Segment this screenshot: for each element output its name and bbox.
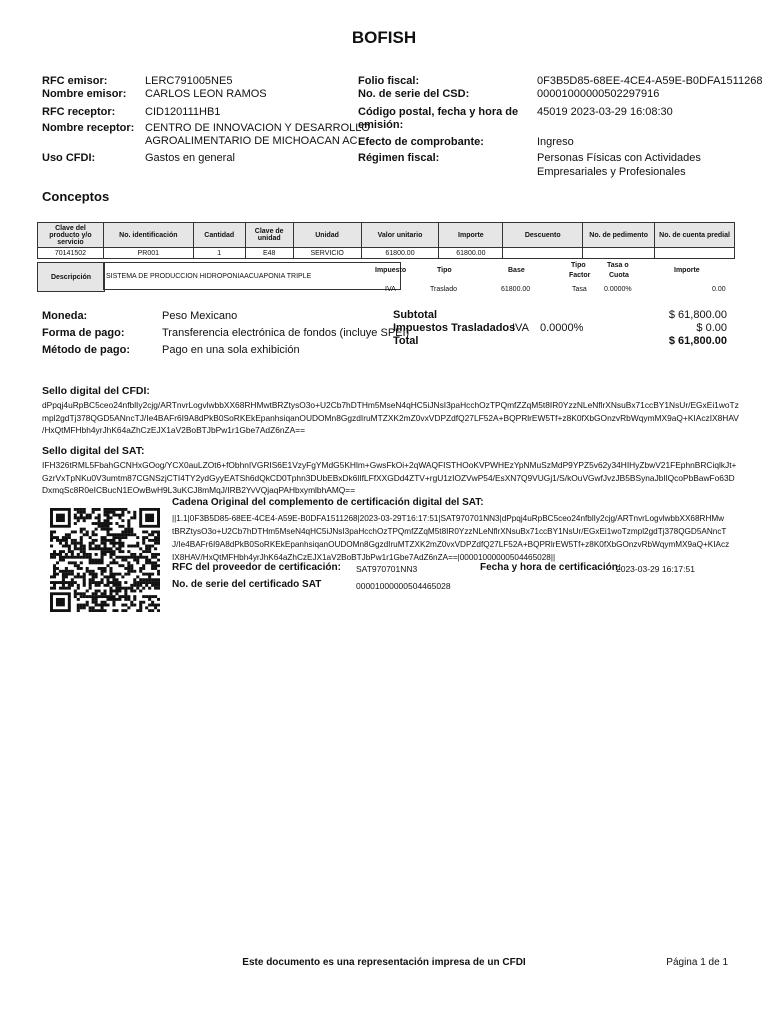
cadena-line: J/Ie4BAFr6I9A8dPkB0SoRKEkEpanhsiqanOUDOMn8GgzdIruMTZXK2mZ0vxVDPZdfQ27LF52A+BQPRlrEW5Tf+z8K0fXbGOnzvRbWqymMX9aQ+KIAcz <box>172 540 730 549</box>
regimen-label: Régimen fiscal: <box>358 152 440 164</box>
total-value: $ 61,800.00 <box>668 335 727 347</box>
col-clave-unidad: Clave de unidad <box>245 223 293 248</box>
tax-base: 61800.00 <box>501 286 531 293</box>
forma-pago-label: Forma de pago: <box>42 327 125 339</box>
subtotal-value: $ 61,800.00 <box>668 309 727 321</box>
metodo-pago-value: Pago en una sola exhibición <box>162 344 300 356</box>
tax-header-importe: Importe <box>674 267 700 274</box>
rfc-proveedor-label: RFC del proveedor de certificación: <box>172 562 341 573</box>
total-label: Total <box>393 335 419 347</box>
tax-header-tipo: Tipo <box>437 267 452 274</box>
folio-fiscal-value: 0F3B5D85-68EE-4CE4-A59E-B0DFA1511268 <box>537 75 763 87</box>
cell-importe: 61800.00 <box>439 248 503 259</box>
sello-sat-label: Sello digital del SAT: <box>42 445 145 457</box>
qr-code <box>50 508 160 612</box>
cadena-line: IX8HAV/HxQtMFHbh4yrJhK64aZhCzEJX1aV2BoBTJbPw1r1Gbe7AdZ6nZA==|00001000000504465028|| <box>172 553 556 562</box>
col-importe: Importe <box>439 223 503 248</box>
descripcion-value: SISTEMA DE PRODUCCION HIDROPONIAACUAPONIA TRIPLE <box>103 262 401 290</box>
serie-certificado-label: No. de serie del certificado SAT <box>172 579 322 590</box>
cell-pedimento <box>583 248 655 259</box>
descripcion-row <box>37 262 735 296</box>
col-valor-unitario: Valor unitario <box>361 223 439 248</box>
sello-sat-line: GzrVxTpNKu0V3umtm87CGNSzjCTI4TY2ydGyyEATSh6dQkCD0Tphn3DUbEBxDk6lIfLFfXXGDd4ZTV+rgU1zIOZVwP54/EsXN7Q9VUGj1/S/kOuVGwfJvzJB5BSynaJbIlQcoPbBawFo63D <box>42 472 735 483</box>
footer-nota: Este documento es una representación impresa de un CFDI <box>242 957 526 968</box>
rfc-emisor-value: LERC791005NE5 <box>145 75 233 87</box>
tax-header-tasa-cuota-2: Cuota <box>609 272 629 279</box>
rfc-emisor-label: RFC emisor: <box>42 75 108 87</box>
col-pedimento: No. de pedimento <box>583 223 655 248</box>
col-no-identificacion: No. identificación <box>103 223 193 248</box>
conceptos-table <box>37 222 735 259</box>
cell-descuento <box>503 248 583 259</box>
regimen-line-1: Personas Físicas con Actividades <box>537 152 701 164</box>
sello-sat-text <box>42 459 742 497</box>
codigo-postal-label-2: emisión: <box>358 119 404 131</box>
col-cuenta-predial: No. de cuenta predial <box>655 223 735 248</box>
serie-certificado-value: 00001000000504465028 <box>356 581 451 591</box>
sello-cfdi-label: Sello digital del CFDI: <box>42 385 150 397</box>
conceptos-header-row <box>38 223 735 248</box>
tax-header-base: Base <box>508 267 525 274</box>
efecto-value: Ingreso <box>537 136 574 148</box>
uso-cfdi-value: Gastos en general <box>145 152 235 164</box>
fecha-certificacion-value: 2023-03-29 16:17:51 <box>616 564 695 574</box>
cell-cuenta-predial <box>655 248 735 259</box>
sello-cfdi-line: dPpqj4uRpBC5ceo24nfblIy2cjg/ARTnvrLogvlwbbXX68RHMwtBRZtysO3o+U2Cb7hDTHm5MseN4qHC5iJNsI3paHcchOzTPQmfZZqM5t8IR0YzzNLeNflrXNsuBx71ccBY1NsUr/EGxEi1woTz <box>42 400 739 410</box>
tax-header-tipo-factor-1: Tipo <box>571 262 586 269</box>
tax-tipo-factor: Tasa <box>572 286 587 293</box>
rfc-receptor-label: RFC receptor: <box>42 106 116 118</box>
sello-cfdi-line: /HxQtMFHbh4yrJhK64aZhCzEJX1aV2BoBTJbPw1r1Gbe7AdZ6nZA== <box>42 425 306 435</box>
sello-cfdi-text <box>42 399 742 437</box>
rfc-receptor-value: CID120111HB1 <box>145 106 221 118</box>
fecha-certificacion-label: Fecha y hora de certificación: <box>480 562 622 573</box>
col-unidad: Unidad <box>293 223 361 248</box>
cadena-line: ||1.1|0F3B5D85-68EE-4CE4-A59E-B0DFA1511268|2023-03-29T16:17:51|SAT970701NN3|dPpqj4uRpBC5ceo24nfblIy2cjg/ARTnvrLogvlwbbXX68RHMw <box>172 514 725 523</box>
serie-csd-value: 00001000000502297916 <box>537 88 660 100</box>
forma-pago-value: Transferencia electrónica de fondos (incluye SPEI) <box>162 327 410 339</box>
cell-unidad: SERVICIO <box>293 248 361 259</box>
serie-csd-label: No. de serie del CSD: <box>358 88 470 100</box>
document-title: BOFISH <box>351 28 417 47</box>
col-clave-producto: Clave del producto y/o servicio <box>38 223 104 248</box>
table-row <box>38 248 735 259</box>
col-descuento: Descuento <box>503 223 583 248</box>
cell-cantidad: 1 <box>193 248 245 259</box>
descripcion-label: Descripción <box>37 262 105 292</box>
tax-header-tipo-factor-2: Factor <box>569 272 591 279</box>
conceptos-heading: Conceptos <box>42 189 110 204</box>
impuestos-value: $ 0.00 <box>696 322 727 334</box>
col-cantidad: Cantidad <box>193 223 245 248</box>
nombre-receptor-label: Nombre receptor: <box>42 122 135 134</box>
cadena-label: Cadena Original del complemento de certificación digital del SAT: <box>172 497 484 508</box>
cell-valor-unitario: 61800.00 <box>361 248 439 259</box>
nombre-receptor-line-1: CENTRO DE INNOVACION Y DESARROLLO <box>145 122 370 134</box>
cell-no-identificacion: PR001 <box>103 248 193 259</box>
nombre-emisor-label: Nombre emisor: <box>42 88 127 100</box>
metodo-pago-label: Método de pago: <box>42 344 130 356</box>
codigo-postal-label-1: Código postal, fecha y hora de <box>358 106 519 118</box>
folio-fiscal-label: Folio fiscal: <box>358 75 420 87</box>
uso-cfdi-label: Uso CFDI: <box>42 152 96 164</box>
qr-code-icon <box>50 508 160 612</box>
tax-importe: 0.00 <box>712 286 726 293</box>
impuestos-tasa: 0.0000% <box>540 322 584 334</box>
cell-clave-producto: 70141502 <box>38 248 104 259</box>
sello-cfdi-line: mpl2gdTj378QGD5ANncTJ/Ie4BAFr6I9A8dPkB0SoRKEkEpanhsiqanOUDOMn8GgzdIruMTZXK2mZ0vxVDPZdfQ27LF52A+BQPRlrEW5Tf+z8K0fXbGOnzvRbWqymMX9aQ+KIAczIX8HAV <box>42 412 739 423</box>
impuestos-label: Impuestos Trasladados <box>393 322 516 334</box>
tax-impuesto: IVA <box>385 286 396 293</box>
impuestos-tipo: IVA <box>512 322 529 334</box>
tax-header-impuesto: Impuesto <box>375 267 407 274</box>
codigo-postal-value: 45019 2023-03-29 16:08:30 <box>537 106 673 118</box>
nombre-emisor-value: CARLOS LEON RAMOS <box>145 88 267 100</box>
sello-sat-line: IFH326tRML5FbahGCNHxGOog/YCX0auLZOt6+fObhnIVGRIS6E1VzyFgYMdG5KHlm+GwsFkOi+2qWAQFISTHOoKVPWHEzYpNMuSzMdP9YPZ5v62y34HIHyZbwV21FEphnBRCiqlkJt+ <box>42 460 737 470</box>
tax-tipo: Traslado <box>430 286 457 293</box>
rfc-proveedor-value: SAT970701NN3 <box>356 564 418 574</box>
moneda-label: Moneda: <box>42 310 88 322</box>
nombre-receptor-line-2: AGROALIMENTARIO DE MICHOACAN AC <box>145 135 358 147</box>
sello-sat-line: DxmqSc8R0eICBucN1EOwBwH9L3uKCJ8mMqJ/IRB2YvVQjaqPAHbxymlbhAMQ== <box>42 485 356 495</box>
efecto-label: Efecto de comprobante: <box>358 136 484 148</box>
cell-clave-unidad: E48 <box>245 248 293 259</box>
subtotal-label: Subtotal <box>393 309 437 321</box>
moneda-value: Peso Mexicano <box>162 310 238 322</box>
tax-tasa-cuota: 0.0000% <box>604 286 632 293</box>
tax-header-tasa-cuota-1: Tasa o <box>607 262 629 269</box>
cadena-line: tBRZtysO3o+U2Cb7hDTHm5MseN4qHC5iJNsI3paHcchOzTPQmfZZqM5t8IR0YzzNLeNflrXNsuBx71ccBY1NsUr/EGxEi1woTzmpl2gdTj378QGD5ANncT <box>172 527 727 536</box>
page-number: Página 1 de 1 <box>666 957 728 968</box>
cadena-text <box>172 512 742 564</box>
regimen-line-2: Empresariales y Profesionales <box>537 166 686 178</box>
